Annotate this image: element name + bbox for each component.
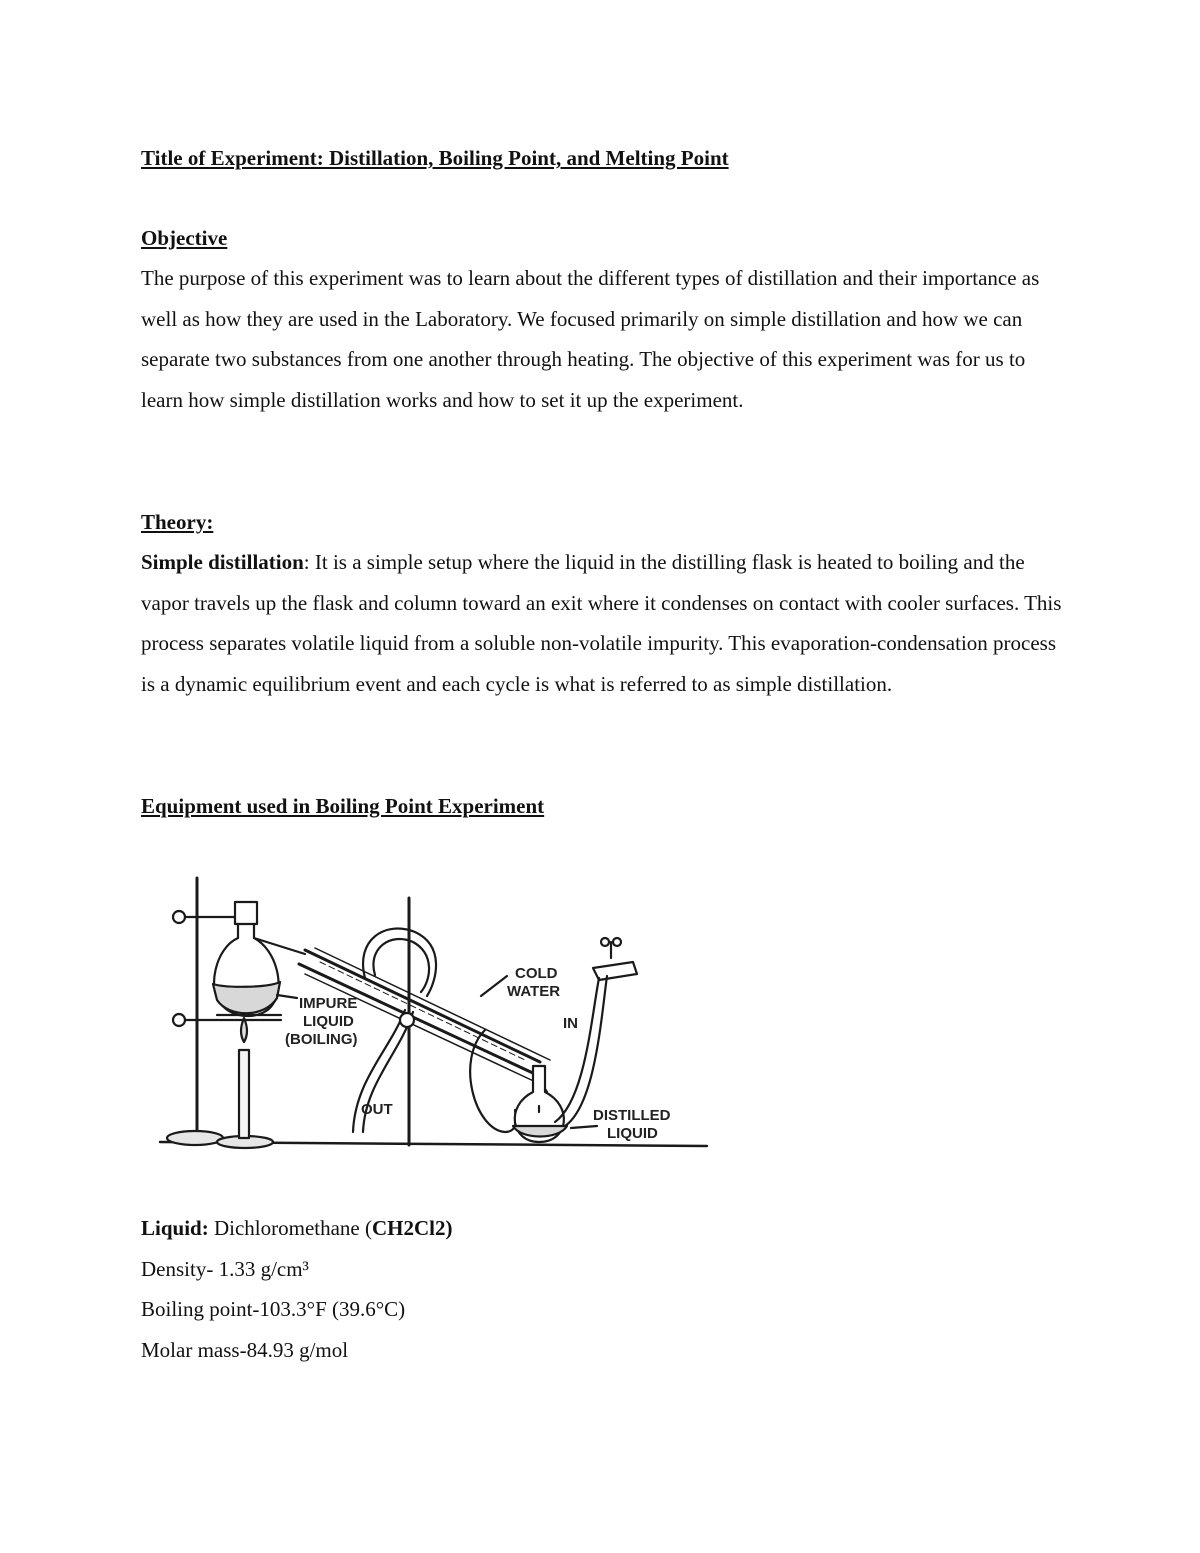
- liquid-name: Dichloromethane (: [208, 1216, 372, 1240]
- label-cold: COLD: [515, 965, 558, 982]
- density-line: Density- 1.33 g/cm³: [141, 1257, 309, 1281]
- theory-paragraph: [141, 542, 1066, 704]
- molar-mass-line: Molar mass-84.93 g/mol: [141, 1338, 349, 1362]
- liquid-label: Liquid:: [141, 1216, 209, 1240]
- objective-paragraph: The purpose of this experiment was to learn about the different types of distillation and their importance as well as how they are used in the Laboratory. We focused primarily on simple distillation and how we can separate two substances from one another through heating. The objective of this experiment was for us to learn how simple distillation works and how to set it up the experiment.: [141, 266, 1040, 412]
- theory-term: Simple distillation: [141, 550, 304, 574]
- liquid-formula: CH2Cl2): [372, 1216, 453, 1240]
- label-out: OUT: [361, 1101, 393, 1118]
- theory-text: : It is a simple setup where the liquid in the distilling flask is heated to boiling and the vapor travels up the flask and column toward an exit where it condenses on contact with cooler surfaces. This process separates volatile liquid from a soluble non-volatile impurity. This evaporation-condensation process is a dynamic equilibrium event and each cycle is what is referred to as simple distillation.: [141, 550, 1062, 696]
- equipment-heading: Equipment used in Boiling Point Experiment: [141, 794, 545, 818]
- label-in: IN: [563, 1015, 578, 1032]
- label-boiling: (BOILING): [285, 1031, 358, 1048]
- label-water: WATER: [507, 983, 561, 1000]
- document-title: Title of Experiment: Distillation, Boiling Point, and Melting Point: [141, 146, 729, 170]
- liquid-line: [141, 1216, 453, 1241]
- label-distilled-liquid: LIQUID: [607, 1125, 658, 1142]
- label-impure-liquid: IMPURE: [299, 995, 358, 1012]
- theory-heading: Theory:: [141, 510, 214, 534]
- label-impure-liquid-2: LIQUID: [303, 1013, 354, 1030]
- boiling-point-line: Boiling point-103.3°F (39.6°C): [141, 1297, 406, 1321]
- objective-heading: Objective: [141, 226, 228, 250]
- label-distilled: DISTILLED: [593, 1107, 671, 1124]
- distillation-apparatus-figure: [155, 870, 715, 1160]
